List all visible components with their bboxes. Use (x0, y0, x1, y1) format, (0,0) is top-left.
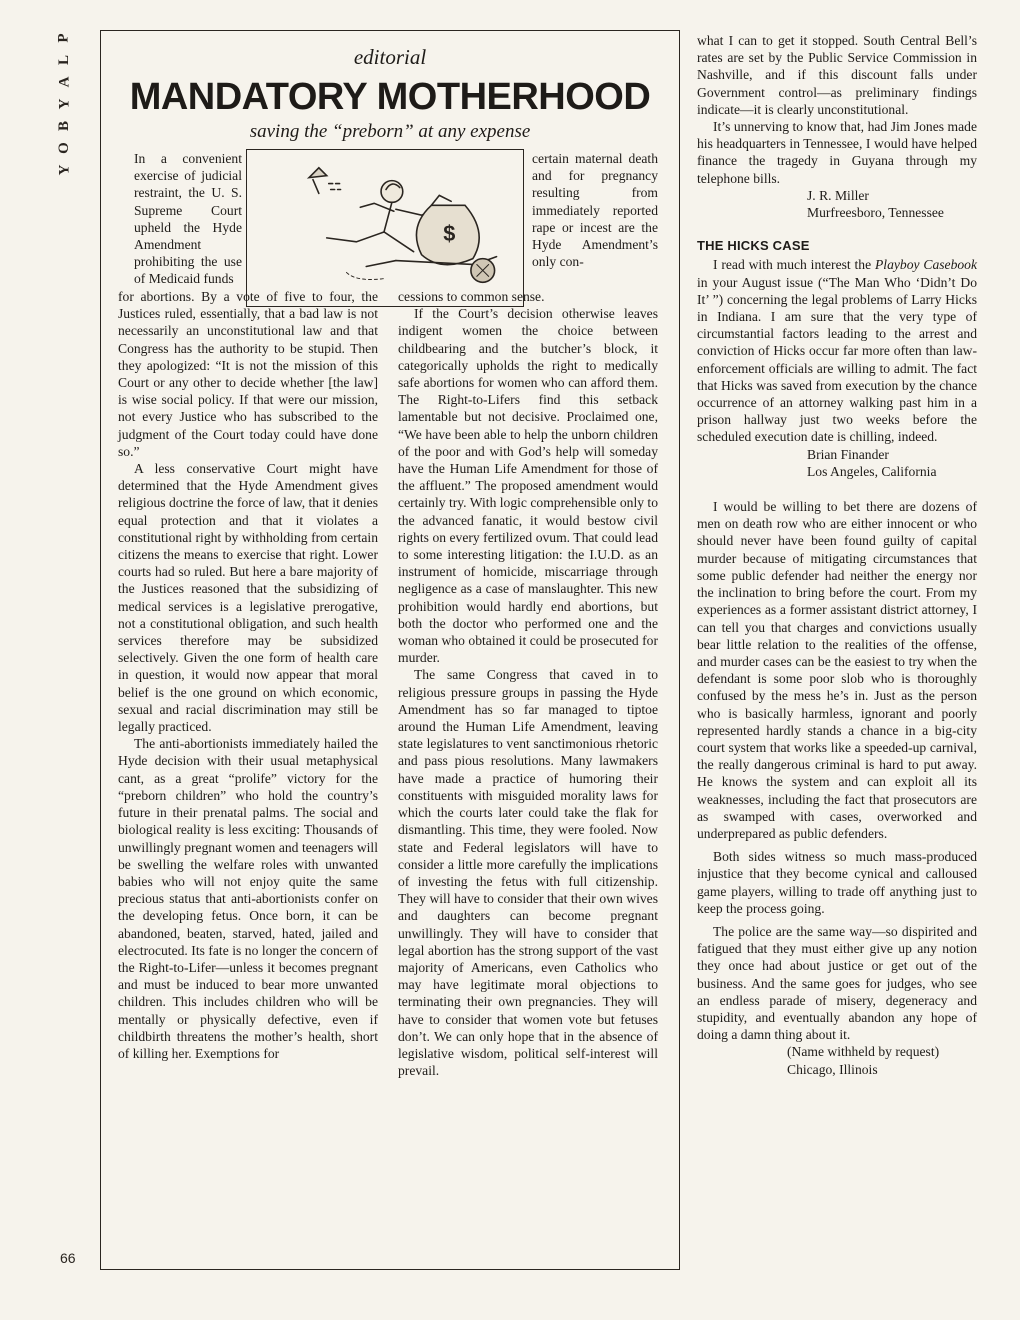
letter-paragraph: The police are the same way—so dispirited and fatigued that they must either give up any notion they once had about justice or get out of the business. And the same goes for judges, who see an endless parade of misery, degeneracy and stupidity, and eventually abandon any hope of doing a damn thing about it. (697, 923, 977, 1043)
editorial-paragraph: certain maternal death and for pregnancy resulting from immediately reported rape or incest are the Hyde Amendment’s only con- (532, 151, 658, 270)
letter-signature-place: Los Angeles, California (807, 463, 937, 479)
editorial-headline: MANDATORY MOTHERHOOD (129, 76, 651, 118)
letter-text: in your August issue (“The Man Who ‘Didn’t Do It’ ”) concerning the legal problems of Larry Hicks in Indiana. I am sure that the very type of circumstantial factors leading to the arrest and conviction of Hicks occur far more often than law-enforcement officials are willing to admit. The fact that Hicks was saved from execution by the chance occurrence of an attorney walking past him in a prison hallway just two weeks before the scheduled execution date is chilling, indeed. (697, 274, 977, 445)
editorial-kicker: editorial (353, 45, 427, 69)
editorial-cartoon (246, 149, 524, 307)
letters-subhead: THE HICKS CASE (697, 238, 810, 254)
page-number: 66 (60, 1250, 76, 1266)
cartoon-illustration (247, 150, 523, 306)
magazine-letter: A (56, 76, 72, 88)
letter-signature-place: Murfreesboro, Tennessee (807, 205, 944, 221)
editorial-paragraph: The same Congress that caved in to religious pressure groups in passing the Hyde Amendment has so far managed to tiptoe around the Human Life Amendment, leaving state legislatures to vent sanctimonious rhetoric and pass pious resolutions. Many lawmakers have made a practice of humoring their constituents with misguided morality laws for which the courts later could take the flak for dismantling. This time, they were fooled. Now state and Federal legislators will have to consider a little more carefully the implications of investing the fetus with full citizenship. They will have to consider that their own wives and daughters can become pregnant unwillingly. They will have to consider that legal abortion has the strong support of the vast majority of Americans, even Catholics who may have legitimate moral objections to terminating their own pregnancies. They will have to consider that women vote but fetuses don’t. We can only hope that in the absence of legislative wisdom, political self-interest will prevail. (398, 667, 658, 1079)
editorial-paragraph: cessions to common sense. (398, 289, 545, 304)
editorial-deck: saving the “preborn” at any expense (249, 121, 531, 142)
letter-paragraph: Both sides witness so much mass-produced injustice that they become cynical and calloused game players, willing to trade off anything just to keep the process going. (697, 849, 977, 916)
letter-signature-name: Brian Finander (807, 446, 889, 462)
letter-paragraph: It’s unnerving to know that, had Jim Jones made his headquarters in Tennessee, I would have helped finance the tragedy in Guyana through my telephone bills. (697, 119, 977, 186)
magazine-vertical-logo (52, 30, 76, 178)
editorial-wrap-right (532, 150, 658, 270)
letter-text: I read with much interest the (713, 257, 875, 273)
magazine-letter: Y (56, 98, 72, 110)
editorial-column-1 (118, 288, 378, 1062)
editorial-paragraph: If the Court’s decision otherwise leaves indigent women the choice between childbearing and the butcher’s block, it categorically upholds the right to medically safe abortions for women who can afford them. The Right-to-Lifers find this setback lamentable but not decisive. Proclaimed one, “We have been able to help the unborn children of the poor and with God’s help will someday have the Human Life Amendment for those of the affluent.” The proposed amendment would certainly try. With logic comprehensible only to the advanced fanatic, it would bestow civil rights on every fertilized ovum. That could lead to some interesting litigation: the I.U.D. as an instrument of homicide, miscarriage through negligence as a case of manslaughter. This new prohibition would hardly end abortions, but both the doctor who performed one and the woman who obtained it could be prosecuted for murder. (398, 306, 658, 666)
magazine-letter: Y (56, 164, 72, 176)
magazine-letter: O (55, 142, 72, 154)
editorial-paragraph: for abortions. By a vote of five to four, the Justices ruled, essentially, that a bad law is not necessarily an unconstitutional law and that Congress has the authority to be stupid. Then they apologized: “It is not the mission of this Court or any other to decide whether [the law] is wise social policy. If that were our mission, not every Justice who has subscribed to the judgment of the Court today could have done so.” (118, 289, 378, 459)
editorial-paragraph: The anti-abortionists immediately hailed the Hyde decision with their usual metaphysical cant, as a great “prolife” victory for the “preborn children” who hold the country’s future in their prenatal palms. The social and biological reality is less exciting: Thousands of unwillingly pregnant women and teenagers will be swelling the welfare roles with unwanted babies who will not enjoy quite the same precious status that anti-abortionists confer on the developing fetus. Once born, it can be abandoned, beaten, starved, hated, jailed and electrocuted. Its fate is no longer the concern of the Right-to-Lifer—unless it becomes pregnant and must be induced to bear more unwanted children. This includes children who will be mentally or physically defective, even if childbirth threatens the mother’s health, short of killing her. Exemptions for (118, 736, 378, 1061)
letter-paragraph (697, 256, 977, 445)
letter-paragraph: I would be willing to bet there are dozens of men on death row who are either innocent or who should never have been found guilty of capital murder because of mitigating circumstances that some public defender had neither the energy nor the inclination to bring before the court. From my experiences as a former assistant district attorney, I can tell you that charges and convictions usually bear little relation to the realities of the offense, and murder cases can be the easiest to try when the defendant is some poor slob who is thoroughly confused by the mess he’s in. Just as the person who is basically harmless, ignorant and poorly represented hardly stands a chance in a big-city court system that works like a speeded-up carnival, the really dangerous criminal is hard to put away. He knows the system and can exploit all its weaknesses, including the fact that prosecutors are as swamped with cases, overworked and underprepared as public defenders. (697, 499, 977, 841)
magazine-letter: P (55, 33, 72, 43)
editorial-paragraph: In a convenient exercise of judicial restraint, the U. S. Supreme Court upheld the Hyde Amendment prohibiting the use of Medicaid funds (134, 151, 242, 287)
editorial-paragraph: A less conservative Court might have determined that the Hyde Amendment gives religious doctrine the force of law, that it denies equal protection and that it violates a constitutional right by withholding from certain citizens the means to exercise that right. Lower courts had so ruled. But here a bare majority of the Justices reasoned that the subsidizing of medical services is a legislative prerogative, not a constitutional obligation, and such health services therefore may be subsidized selectively. Given the one form of health care in question, it would now appear that moral belief is the one ground on which economic, sexual and racial discrimination may still be legally practiced. (118, 461, 378, 735)
letter-signature-name: J. R. Miller (807, 187, 869, 203)
letter-paragraph: what I can to get it stopped. South Central Bell’s rates are set by the Public Service Commission in Nashville, and if this discount falls under Government control—as preliminary findings indicate—it is clearly unconstitutional. (697, 33, 977, 117)
letter-signature-name: (Name withheld by request) (787, 1044, 940, 1060)
editorial-column-2 (398, 288, 658, 1079)
cartoon-bag-label: $ (443, 220, 456, 246)
letter-signature-place: Chicago, Illinois (787, 1061, 878, 1077)
editorial-wrap-left (134, 150, 242, 288)
letters-column (697, 32, 977, 1078)
magazine-letter: B (55, 120, 72, 132)
magazine-letter: L (55, 54, 72, 66)
publication-title: Playboy Casebook (875, 257, 977, 273)
